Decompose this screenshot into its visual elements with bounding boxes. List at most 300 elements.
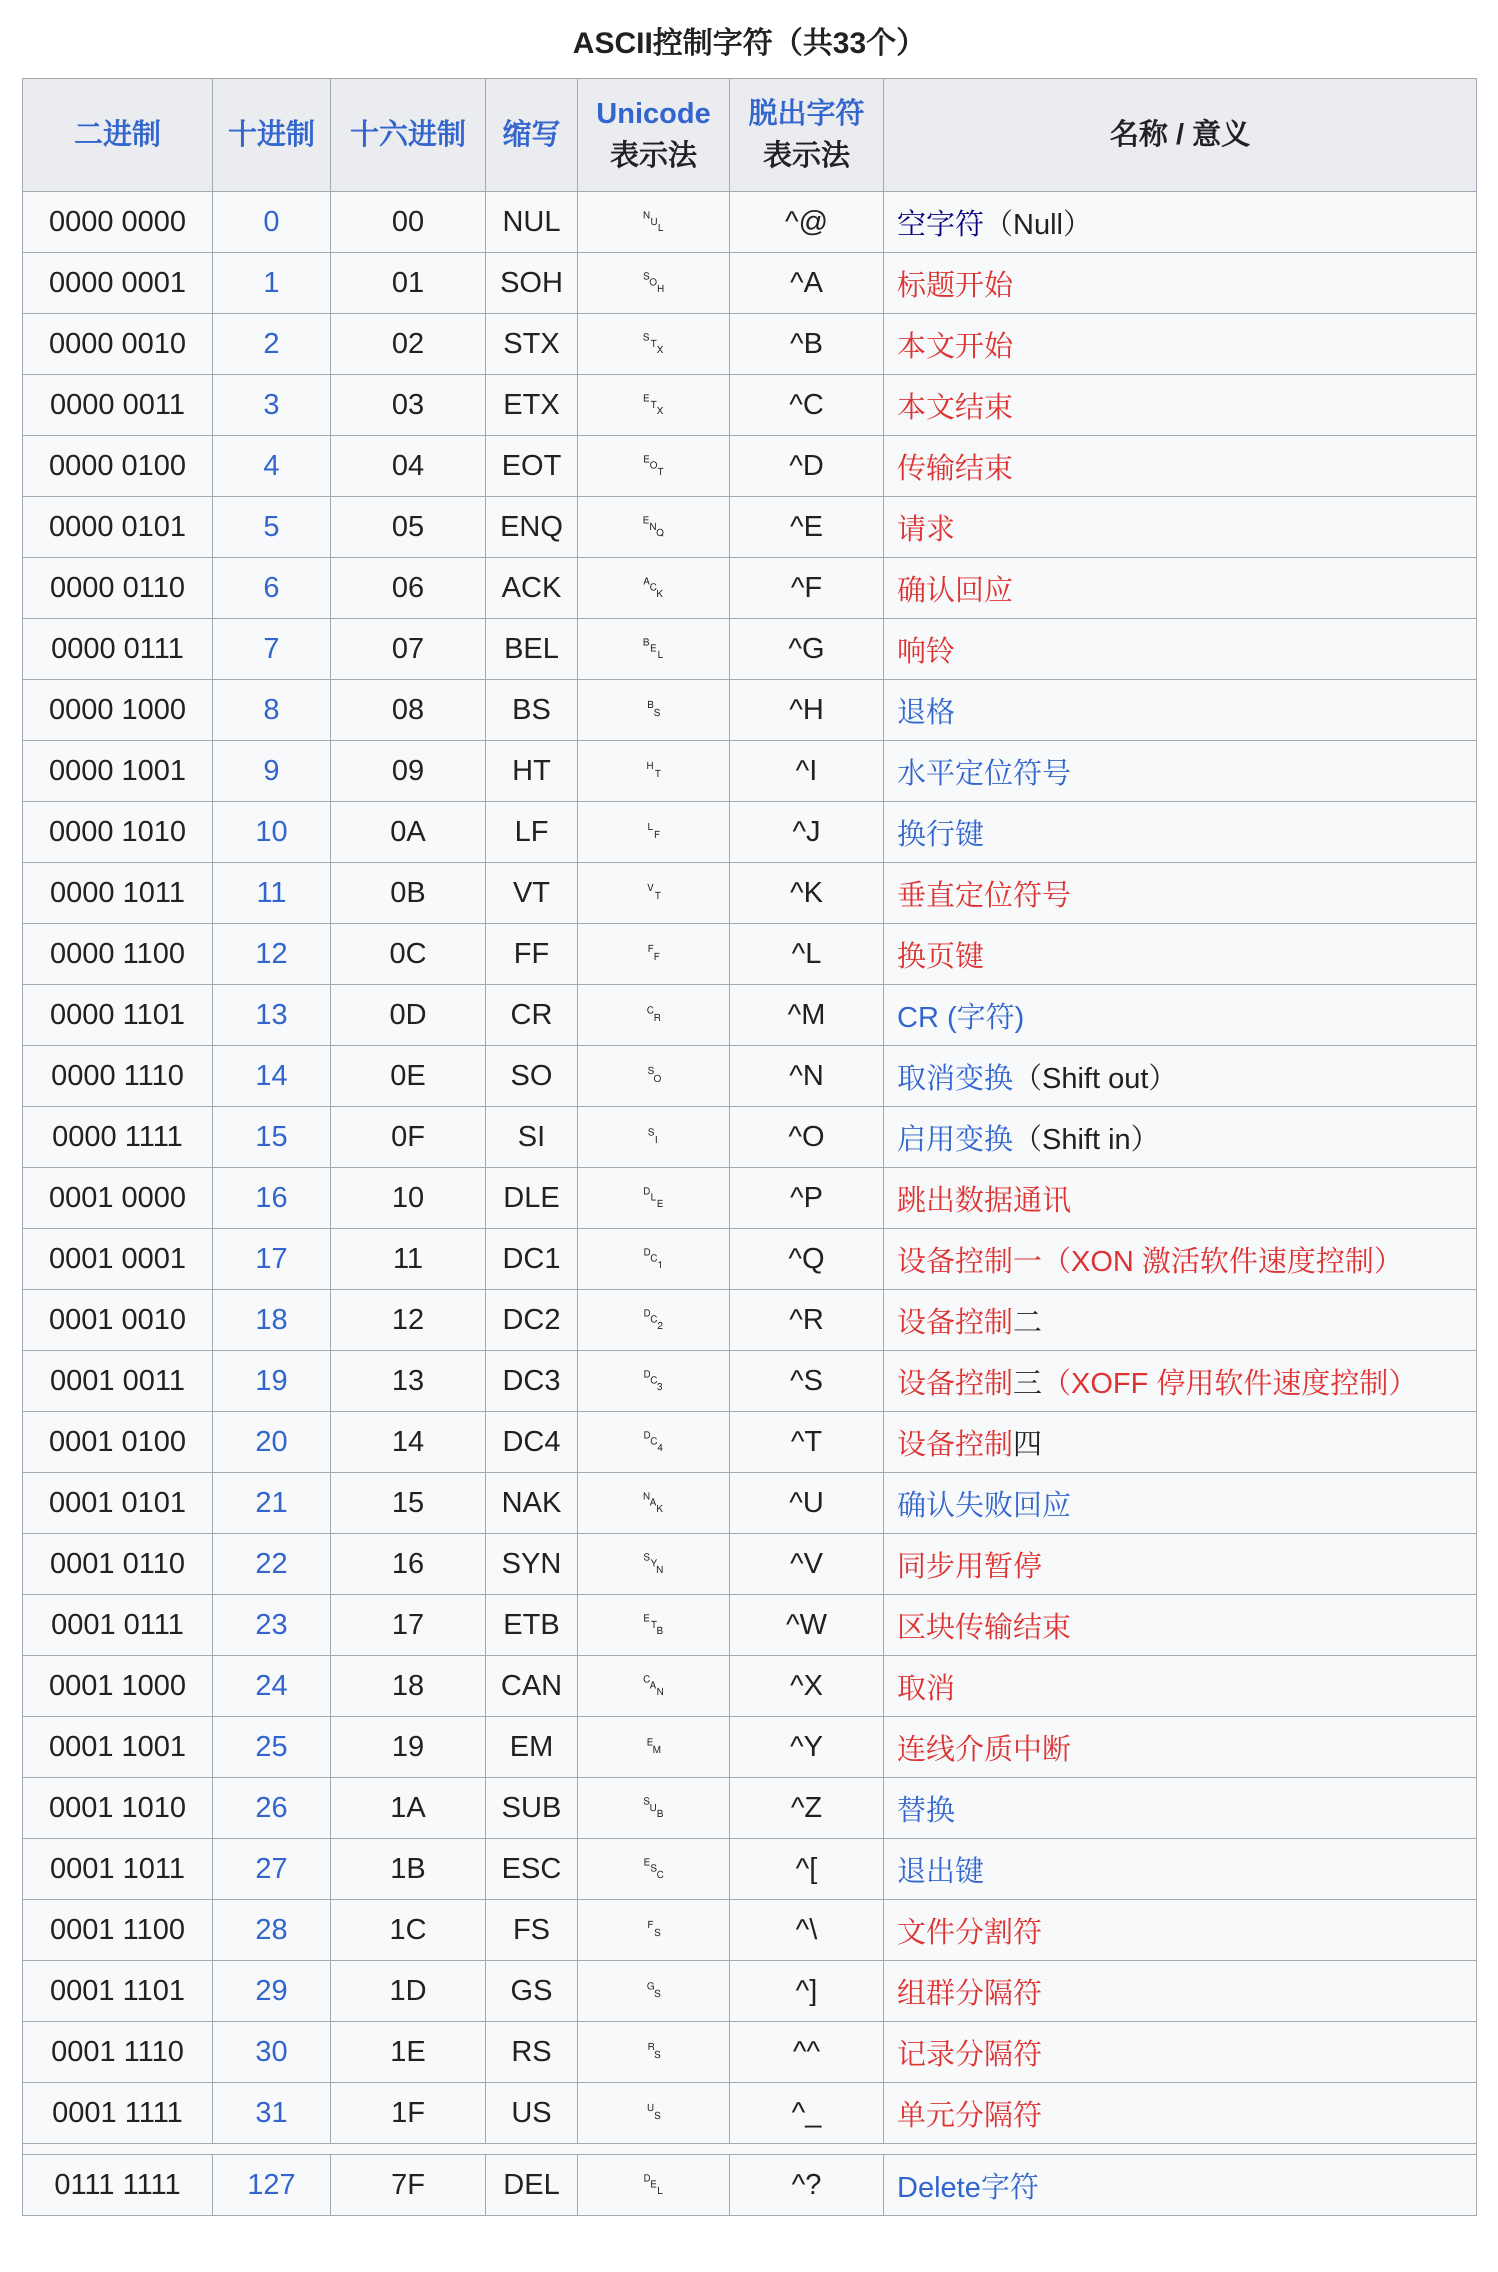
abbr-value: GS xyxy=(510,1974,553,2007)
decimal-link[interactable]: 18 xyxy=(255,1303,288,1336)
escape-cell xyxy=(730,314,884,375)
name-link[interactable]: 取消变换 xyxy=(897,1062,1014,1095)
name-cell xyxy=(884,1290,1477,1351)
name-link[interactable]: 空字符 xyxy=(897,208,985,241)
escape-cell xyxy=(730,2083,884,2144)
unicode-header-link[interactable]: Unicode xyxy=(596,98,711,130)
decimal-cell xyxy=(213,1290,331,1351)
name-link[interactable]: 设备控制 xyxy=(897,1306,1014,1339)
name-link[interactable]: 跳出数据通讯 xyxy=(897,1184,1072,1217)
unicode-symbol-value: ␆ xyxy=(641,571,666,604)
binary-value: 0000 0011 xyxy=(50,388,185,421)
abbr-header-link[interactable]: 缩写 xyxy=(502,119,561,152)
abbr-cell xyxy=(486,1107,578,1168)
name-cell xyxy=(884,1839,1477,1900)
unicode-symbol-cell xyxy=(578,1961,730,2022)
hex-value: 15 xyxy=(391,1486,425,1519)
abbr-cell xyxy=(486,1229,578,1290)
hex-value: 12 xyxy=(391,1303,425,1336)
unicode-symbol-value: ␘ xyxy=(641,1669,666,1702)
abbr-cell xyxy=(486,924,578,985)
decimal-link[interactable]: 14 xyxy=(255,1059,288,1092)
binary-value: 0000 0000 xyxy=(48,205,187,238)
escape-value: ^C xyxy=(789,388,824,421)
binary-cell xyxy=(23,314,213,375)
abbr-value: DC3 xyxy=(502,1364,561,1397)
binary-value: 0001 0111 xyxy=(51,1608,184,1641)
escape-cell xyxy=(730,2155,884,2216)
name-link[interactable]: 本文结束 xyxy=(897,391,1014,424)
decimal-cell xyxy=(213,314,331,375)
abbr-cell xyxy=(486,1595,578,1656)
hex-cell xyxy=(331,1717,486,1778)
abbr-cell xyxy=(486,1656,578,1717)
name-link[interactable]: 响铃 xyxy=(897,635,956,668)
table-row xyxy=(23,375,1477,436)
decimal-link[interactable]: 8 xyxy=(263,693,280,726)
binary-value: 0001 0010 xyxy=(48,1303,187,1336)
abbr-cell xyxy=(486,375,578,436)
hex-value: 1D xyxy=(389,1974,427,2007)
escape-value: ^_ xyxy=(791,2096,822,2129)
decimal-link[interactable]: 1 xyxy=(263,266,280,299)
column-header-abbr xyxy=(486,79,578,192)
unicode-symbol-value: ␝ xyxy=(641,1974,666,2007)
abbr-cell xyxy=(486,2155,578,2216)
decimal-link[interactable]: 5 xyxy=(263,510,280,543)
escape-value: ^? xyxy=(791,2168,822,2201)
hex-value: 07 xyxy=(391,632,425,665)
decimal-link[interactable]: 6 xyxy=(263,571,280,604)
escape-cell xyxy=(730,497,884,558)
hex-cell xyxy=(331,253,486,314)
abbr-value: NUL xyxy=(502,205,561,238)
hex-cell xyxy=(331,2022,486,2083)
name-link[interactable]: （XOFF 停用软件速度控制） xyxy=(1042,1367,1418,1400)
abbr-value: NAK xyxy=(501,1486,562,1519)
binary-value: 0000 0111 xyxy=(51,632,184,665)
escape-cell xyxy=(730,1900,884,1961)
binary-cell xyxy=(23,2155,213,2216)
abbr-cell xyxy=(486,2022,578,2083)
name-text: （Shift out） xyxy=(1013,1062,1178,1095)
name-link[interactable]: Delete字符 xyxy=(897,2171,1039,2204)
unicode-symbol-value: ␍ xyxy=(641,998,666,1031)
unicode-symbol-value: ␋ xyxy=(641,876,666,909)
binary-value: 0001 0100 xyxy=(48,1425,187,1458)
decimal-link[interactable]: 12 xyxy=(255,937,288,970)
hex-value: 1E xyxy=(390,2035,426,2068)
abbr-value: BS xyxy=(512,693,551,726)
unicode-symbol-cell xyxy=(578,1351,730,1412)
decimal-cell xyxy=(213,1900,331,1961)
escape-value: ^Q xyxy=(788,1242,825,1275)
name-cell xyxy=(884,1778,1477,1839)
table-row xyxy=(23,1961,1477,2022)
hex-cell xyxy=(331,1595,486,1656)
hex-value: 0F xyxy=(391,1120,425,1153)
name-cell xyxy=(884,1717,1477,1778)
binary-value: 0000 1111 xyxy=(52,1120,183,1153)
escape-cell xyxy=(730,1168,884,1229)
name-link[interactable]: 标题开始 xyxy=(897,269,1014,302)
name-cell xyxy=(884,1534,1477,1595)
name-link[interactable]: 记录分隔符 xyxy=(897,2038,1043,2071)
table-row xyxy=(23,924,1477,985)
table-row xyxy=(23,1473,1477,1534)
hex-value: 1B xyxy=(390,1852,426,1885)
name-cell xyxy=(884,741,1477,802)
binary-cell xyxy=(23,1900,213,1961)
escape-value: ^H xyxy=(789,693,824,726)
decimal-link[interactable]: 4 xyxy=(263,449,280,482)
escape-value: ^S xyxy=(790,1364,823,1397)
name-link[interactable]: 同步用暂停 xyxy=(897,1550,1043,1583)
table-row xyxy=(23,1534,1477,1595)
hex-cell xyxy=(331,314,486,375)
escape-value: ^\ xyxy=(795,1913,818,1946)
abbr-cell xyxy=(486,436,578,497)
hex-value: 16 xyxy=(391,1547,425,1580)
decimal-link[interactable]: 11 xyxy=(256,876,287,909)
decimal-header-link[interactable]: 十进制 xyxy=(227,119,315,152)
name-text: （Null） xyxy=(984,208,1092,241)
binary-cell xyxy=(23,253,213,314)
binary-value: 0000 1100 xyxy=(50,937,185,970)
table-row xyxy=(23,558,1477,619)
name-cell xyxy=(884,1229,1477,1290)
hex-value: 1C xyxy=(389,1913,427,1946)
name-link[interactable]: 设备控制 xyxy=(897,1367,1014,1400)
name-cell xyxy=(884,1656,1477,1717)
escape-header-link[interactable]: 脱出字符 xyxy=(748,98,865,130)
decimal-cell xyxy=(213,1046,331,1107)
abbr-cell xyxy=(486,1839,578,1900)
name-link[interactable]: 垂直定位符号 xyxy=(897,879,1072,912)
decimal-link[interactable]: 29 xyxy=(255,1974,288,2007)
escape-value: ^R xyxy=(789,1303,824,1336)
decimal-link[interactable]: 2 xyxy=(263,327,280,360)
decimal-cell xyxy=(213,436,331,497)
abbr-cell xyxy=(486,802,578,863)
escape-value: ^E xyxy=(790,510,823,543)
decimal-link[interactable]: 10 xyxy=(255,815,288,848)
decimal-link[interactable]: 7 xyxy=(263,632,280,665)
abbr-value: BEL xyxy=(504,632,559,665)
table-row xyxy=(23,253,1477,314)
hex-cell xyxy=(331,1229,486,1290)
hex-value: 05 xyxy=(391,510,425,543)
table-row xyxy=(23,2083,1477,2144)
binary-cell xyxy=(23,985,213,1046)
hex-header-link[interactable]: 十六进制 xyxy=(349,119,466,152)
decimal-cell xyxy=(213,1168,331,1229)
unicode-symbol-cell xyxy=(578,497,730,558)
unicode-symbol-value: ␊ xyxy=(641,815,666,848)
escape-cell xyxy=(730,863,884,924)
abbr-value: EM xyxy=(509,1730,554,1763)
decimal-link[interactable]: 31 xyxy=(255,2096,288,2129)
binary-cell xyxy=(23,1717,213,1778)
name-cell xyxy=(884,985,1477,1046)
unicode-symbol-cell xyxy=(578,1412,730,1473)
binary-value: 0000 1011 xyxy=(50,876,185,909)
decimal-link[interactable]: 17 xyxy=(255,1242,288,1275)
name-link[interactable]: 单元分隔符 xyxy=(897,2099,1043,2132)
name-link[interactable]: 确认回应 xyxy=(897,574,1014,607)
binary-cell xyxy=(23,192,213,253)
decimal-link[interactable]: 9 xyxy=(263,754,280,787)
decimal-link[interactable]: 23 xyxy=(255,1608,288,1641)
name-link[interactable]: 取消 xyxy=(897,1672,956,1705)
unicode-symbol-cell xyxy=(578,2155,730,2216)
unicode-symbol-cell xyxy=(578,1900,730,1961)
name-link[interactable]: 传输结束 xyxy=(897,452,1014,485)
escape-cell xyxy=(730,924,884,985)
table-row xyxy=(23,1900,1477,1961)
decimal-link[interactable]: 28 xyxy=(255,1913,288,1946)
abbr-value: HT xyxy=(512,754,551,787)
name-link[interactable]: 确认失败回应 xyxy=(897,1489,1072,1522)
decimal-cell xyxy=(213,924,331,985)
decimal-link[interactable]: 30 xyxy=(255,2035,288,2068)
hex-cell xyxy=(331,619,486,680)
table-row xyxy=(23,619,1477,680)
binary-value: 0001 1101 xyxy=(50,1974,185,2007)
abbr-value: FF xyxy=(513,937,550,970)
hex-value: 11 xyxy=(392,1242,424,1275)
unicode-symbol-cell xyxy=(578,1107,730,1168)
escape-value: ^^ xyxy=(792,2035,821,2068)
unicode-symbol-cell xyxy=(578,1290,730,1351)
hex-cell xyxy=(331,680,486,741)
abbr-cell xyxy=(486,1534,578,1595)
binary-value: 0001 1001 xyxy=(48,1730,187,1763)
hex-cell xyxy=(331,1656,486,1717)
escape-cell xyxy=(730,1046,884,1107)
name-link[interactable]: 设备控制 xyxy=(897,1428,1014,1461)
decimal-link[interactable]: 3 xyxy=(263,388,280,421)
binary-value: 0000 0001 xyxy=(48,266,187,299)
unicode-symbol-cell xyxy=(578,1046,730,1107)
decimal-link[interactable]: 19 xyxy=(255,1364,288,1397)
binary-value: 0000 0101 xyxy=(48,510,187,543)
decimal-link[interactable]: 25 xyxy=(255,1730,288,1763)
name-link[interactable]: 退格 xyxy=(897,696,956,729)
unicode-symbol-cell xyxy=(578,1473,730,1534)
name-link[interactable]: 区块传输结束 xyxy=(897,1611,1072,1644)
hex-cell xyxy=(331,1290,486,1351)
decimal-cell xyxy=(213,619,331,680)
unicode-symbol-value: ␉ xyxy=(641,754,666,787)
unicode-symbol-cell xyxy=(578,2083,730,2144)
escape-value: ^W xyxy=(786,1608,827,1641)
binary-cell xyxy=(23,1473,213,1534)
name-link[interactable]: 替换 xyxy=(897,1794,956,1827)
escape-value: ^B xyxy=(790,327,823,360)
column-header-name xyxy=(884,79,1477,192)
decimal-cell xyxy=(213,1717,331,1778)
binary-cell xyxy=(23,2022,213,2083)
hex-cell xyxy=(331,1839,486,1900)
unicode-symbol-value: ␀ xyxy=(641,205,666,238)
hex-value: 14 xyxy=(391,1425,425,1458)
table-title: ASCII控制字符（共33个） xyxy=(572,27,927,60)
hex-value: 7F xyxy=(391,2168,425,2201)
decimal-link[interactable]: 0 xyxy=(263,205,280,238)
binary-value: 0001 1110 xyxy=(51,2035,184,2068)
decimal-link[interactable]: 127 xyxy=(247,2168,296,2201)
escape-cell xyxy=(730,741,884,802)
escape-value: ^X xyxy=(790,1669,823,1702)
decimal-cell xyxy=(213,863,331,924)
column-header-unicode xyxy=(578,79,730,192)
hex-cell xyxy=(331,2155,486,2216)
name-link[interactable]: 请求 xyxy=(897,513,956,546)
unicode-symbol-value: ␏ xyxy=(641,1120,666,1153)
binary-cell xyxy=(23,1412,213,1473)
escape-cell xyxy=(730,1229,884,1290)
hex-cell xyxy=(331,741,486,802)
binary-value: 0001 1010 xyxy=(48,1791,187,1824)
escape-value: ^N xyxy=(789,1059,824,1092)
unicode-symbol-cell xyxy=(578,1168,730,1229)
abbr-cell xyxy=(486,1717,578,1778)
table-row xyxy=(23,863,1477,924)
name-link[interactable]: 水平定位符号 xyxy=(897,757,1072,790)
decimal-link[interactable]: 26 xyxy=(255,1791,288,1824)
abbr-cell xyxy=(486,1961,578,2022)
unicode-symbol-cell xyxy=(578,1595,730,1656)
hex-value: 0D xyxy=(389,998,427,1031)
name-link[interactable]: 启用变换 xyxy=(897,1123,1014,1156)
name-cell xyxy=(884,619,1477,680)
escape-value: ^K xyxy=(790,876,823,909)
abbr-cell xyxy=(486,1412,578,1473)
binary-value: 0000 1000 xyxy=(48,693,187,726)
abbr-cell xyxy=(486,497,578,558)
name-cell xyxy=(884,253,1477,314)
name-cell xyxy=(884,802,1477,863)
decimal-link[interactable]: 16 xyxy=(255,1181,288,1214)
name-link[interactable]: 退出键 xyxy=(897,1855,985,1888)
name-cell xyxy=(884,680,1477,741)
decimal-cell xyxy=(213,1961,331,2022)
unicode-symbol-cell xyxy=(578,1839,730,1900)
name-link[interactable]: 文件分割符 xyxy=(897,1916,1043,1949)
decimal-link[interactable]: 22 xyxy=(255,1547,288,1580)
abbr-cell xyxy=(486,1290,578,1351)
name-cell xyxy=(884,2155,1477,2216)
escape-cell xyxy=(730,1839,884,1900)
decimal-link[interactable]: 15 xyxy=(255,1120,288,1153)
abbr-cell xyxy=(486,741,578,802)
decimal-cell xyxy=(213,1656,331,1717)
abbr-cell xyxy=(486,680,578,741)
decimal-cell xyxy=(213,497,331,558)
escape-value: ^G xyxy=(788,632,825,665)
binary-cell xyxy=(23,1351,213,1412)
abbr-cell xyxy=(486,253,578,314)
name-link[interactable]: 换页键 xyxy=(897,940,985,973)
hex-value: 10 xyxy=(391,1181,425,1214)
abbr-cell xyxy=(486,1168,578,1229)
unicode-symbol-cell xyxy=(578,802,730,863)
binary-cell xyxy=(23,1229,213,1290)
escape-cell xyxy=(730,1473,884,1534)
name-link[interactable]: 组群分隔符 xyxy=(897,1977,1043,2010)
decimal-link[interactable]: 13 xyxy=(255,998,288,1031)
unicode-symbol-value: ␓ xyxy=(641,1364,666,1397)
name-cell xyxy=(884,558,1477,619)
decimal-link[interactable]: 20 xyxy=(255,1425,288,1458)
hex-cell xyxy=(331,1961,486,2022)
unicode-symbol-cell xyxy=(578,253,730,314)
unicode-symbol-cell xyxy=(578,314,730,375)
name-link[interactable]: 换行键 xyxy=(897,818,985,851)
hex-cell xyxy=(331,1778,486,1839)
unicode-symbol-value: ␎ xyxy=(641,1059,666,1092)
name-link[interactable]: CR (字符) xyxy=(897,1001,1025,1034)
escape-cell xyxy=(730,1290,884,1351)
name-link[interactable]: 设备控制一（XON 激活软件速度控制） xyxy=(897,1245,1403,1278)
column-header-hex xyxy=(331,79,486,192)
binary-value: 0000 0010 xyxy=(48,327,187,360)
abbr-value: CR xyxy=(510,998,553,1031)
decimal-link[interactable]: 24 xyxy=(255,1669,288,1702)
binary-header-link[interactable]: 二进制 xyxy=(73,119,161,152)
abbr-value: RS xyxy=(511,2035,552,2068)
binary-value: 0000 1101 xyxy=(50,998,185,1031)
column-header-binary xyxy=(23,79,213,192)
unicode-symbol-cell xyxy=(578,1229,730,1290)
binary-cell xyxy=(23,1168,213,1229)
decimal-cell xyxy=(213,1778,331,1839)
name-link[interactable]: 本文开始 xyxy=(897,330,1014,363)
decimal-link[interactable]: 21 xyxy=(255,1486,288,1519)
column-header-decimal xyxy=(213,79,331,192)
abbr-value: SYN xyxy=(501,1547,562,1580)
ascii-control-characters-table xyxy=(22,14,1477,2216)
escape-cell xyxy=(730,253,884,314)
unicode-symbol-value: ␕ xyxy=(641,1486,666,1519)
unicode-symbol-cell xyxy=(578,558,730,619)
abbr-value: LF xyxy=(514,815,549,848)
abbr-value: DLE xyxy=(503,1181,560,1214)
unicode-symbol-value: ␄ xyxy=(642,449,665,482)
binary-cell xyxy=(23,1534,213,1595)
decimal-link[interactable]: 27 xyxy=(255,1852,288,1885)
unicode-symbol-cell xyxy=(578,375,730,436)
abbr-value: DC4 xyxy=(502,1425,561,1458)
abbr-cell xyxy=(486,619,578,680)
hex-cell xyxy=(331,192,486,253)
table-row xyxy=(23,1778,1477,1839)
abbr-value: ENQ xyxy=(500,510,563,543)
escape-cell xyxy=(730,1717,884,1778)
decimal-cell xyxy=(213,1839,331,1900)
binary-value: 0001 1011 xyxy=(50,1852,185,1885)
hex-value: 04 xyxy=(391,449,425,482)
name-cell xyxy=(884,924,1477,985)
binary-cell xyxy=(23,1046,213,1107)
unicode-symbol-value: ␞ xyxy=(641,2035,666,2068)
binary-value: 0000 0100 xyxy=(48,449,187,482)
abbr-cell xyxy=(486,1351,578,1412)
name-cell xyxy=(884,1168,1477,1229)
binary-cell xyxy=(23,1961,213,2022)
name-link[interactable]: 连线介质中断 xyxy=(897,1733,1072,1766)
